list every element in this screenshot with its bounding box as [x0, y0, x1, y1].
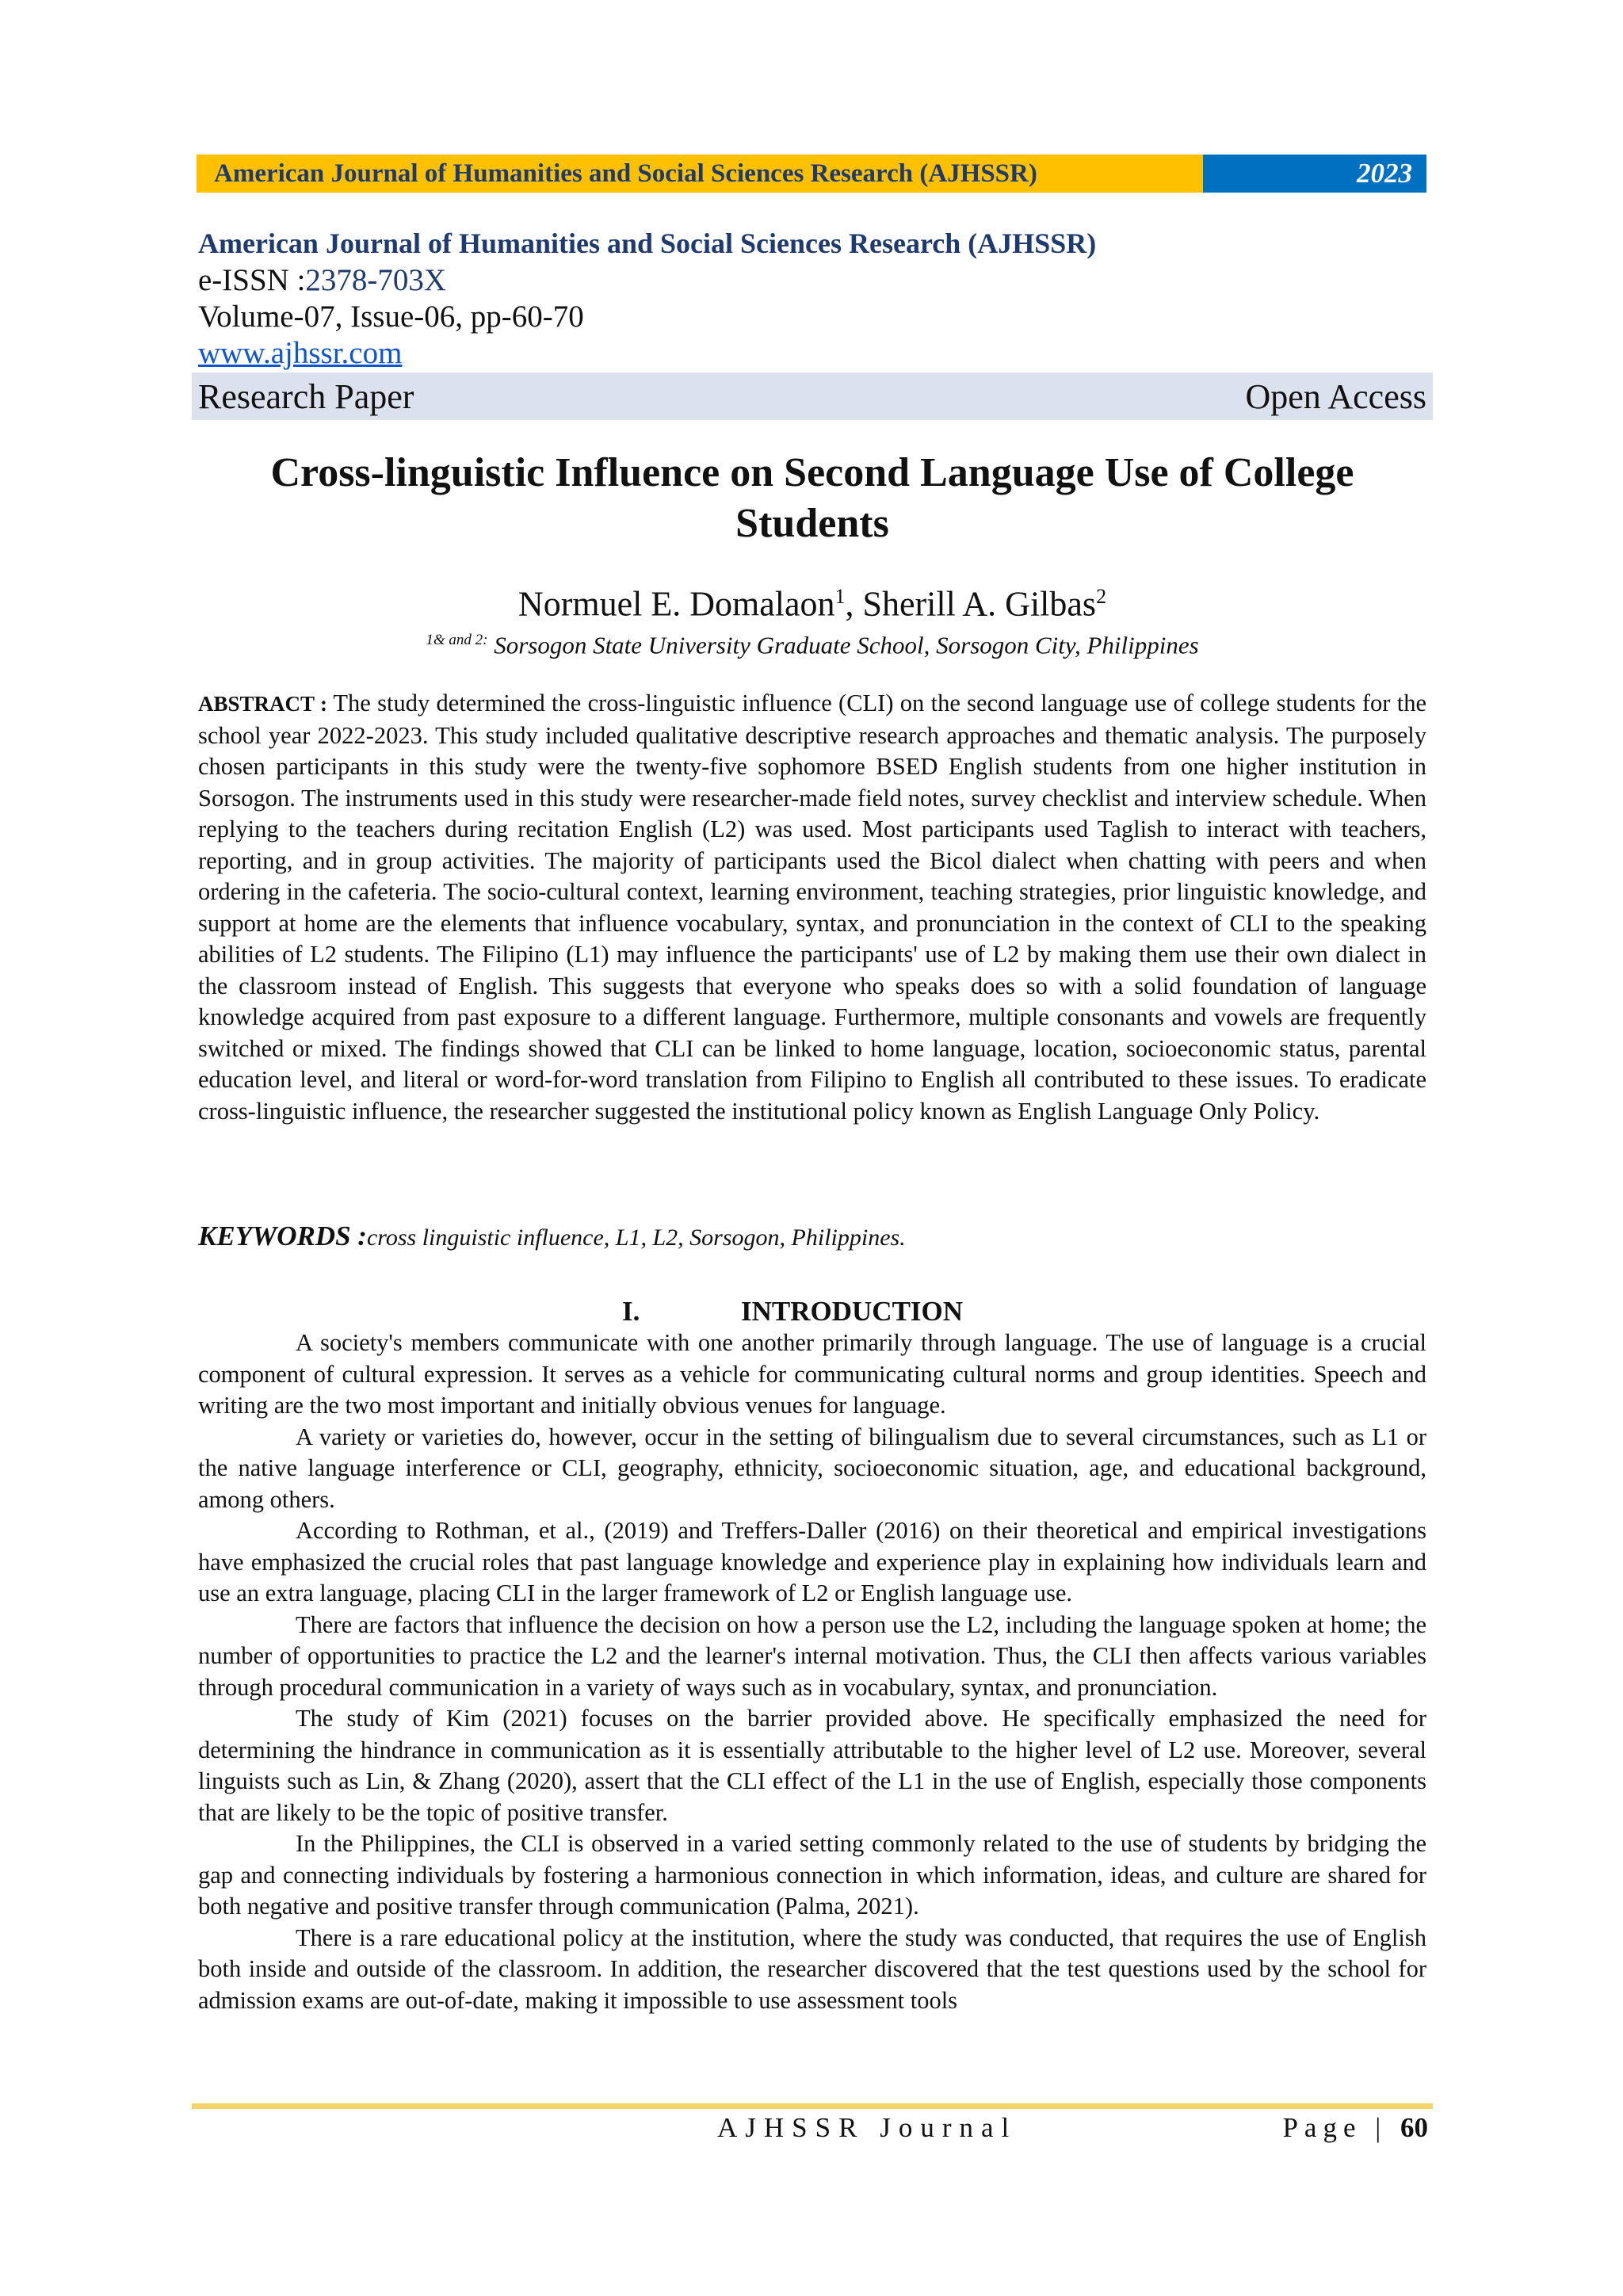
- paper-type-bar: [192, 372, 1433, 420]
- author-separator: ,: [845, 584, 863, 624]
- volume-line: Volume-07, Issue-06, pp-60-70: [198, 300, 584, 334]
- masthead-journal-name: American Journal of Humanities and Social Sciences Research (AJHSSR): [198, 227, 1097, 259]
- paragraph: In the Philippines, the CLI is observed in a varied setting commonly related to the use of students by bridging the gap and connecting individuals by fostering a harmonious connection in which information, ideas, and culture are shared for both negative and positive transfer through communication (Palma, 2021).: [198, 1830, 1426, 1920]
- paragraph: There are factors that influence the decision on how a person use the L2, including the language spoken at home; the number of opportunities to practice the L2 and the learner's internal motivation. Thus, the CLI then affects various variables through procedural communication in a variety of ways such as in vocabulary, syntax, and pronunciation.: [198, 1610, 1426, 1701]
- affiliation-mark: 1& and 2:: [426, 632, 488, 648]
- abstract: [198, 688, 1426, 1127]
- issn-value: 2378-703X: [305, 263, 447, 297]
- masthead: [198, 224, 1434, 372]
- paragraph: The study of Kim (2021) focuses on the barrier provided above. He specifically emphasized the need for determining the hindrance in communication as it is essentially attributable to the higher level of L2 use. Moreover, several linguists such as Lin, & Zhang (2020), assert that the CLI effect of the L1 in the use of English, especially those components that are likely to be the topic of positive transfer.: [198, 1705, 1426, 1826]
- author-1: Normuel E. Domalaon: [517, 584, 835, 624]
- footer-divider: [192, 2103, 1433, 2109]
- banner-journal-title: American Journal of Humanities and Social Sciences Research (AJHSSR): [197, 155, 1203, 193]
- website-link[interactable]: www.ajhssr.com: [198, 336, 403, 370]
- keywords-label: KEYWORDS :: [198, 1221, 367, 1251]
- paragraph: A society's members communicate with one another primarily through language. The use of language is a crucial component of cultural expression. It serves as a vehicle for communicating cultural norms and group identities. Speech and writing are the two most important and initially obvious venues for language.: [198, 1329, 1426, 1419]
- footer-page-number: [1282, 2112, 1428, 2144]
- abstract-text: The study determined the cross-linguistic influence (CLI) on the second language use of college students for the school year 2022-2023. This study included qualitative descriptive research approaches and thematic analysis. The purposely chosen participants in this study were the twenty-five sophomore BSED English students from one higher institution in Sorsogon. The instruments used in this study were researcher-made field notes, survey checklist and interview schedule. When replying to the teachers during recitation English (L2) was used. Most participants used Taglish to interact with teachers, reporting, and in group activities. The majority of participants used the Bicol dialect when chatting with peers and when ordering in the cafeteria. The socio-cultural context, learning environment, teaching strategies, prior linguistic knowledge, and support at home are the elements that influence vocabulary, syntax, and pronunciation in the context of CLI to the speaking abilities of L2 students. The Filipino (L1) may influence the participants' use of L2 by making them use their own dialect in the classroom instead of English. This suggests that everyone who speaks does so with a solid foundation of language knowledge acquired from past exposure to a different language. Furthermore, multiple consonants and vowels are frequently switched or mixed. The findings showed that CLI can be linked to home language, location, socioeconomic status, parental education level, and literal or word-for-word translation from Filipino to English all contributed to these issues. To eradicate cross-linguistic influence, the researcher suggested the institutional policy known as English Language Only Policy.: [198, 690, 1426, 1125]
- author-line: [198, 575, 1426, 627]
- page-number: 60: [1400, 2112, 1428, 2143]
- paper-title: Cross-linguistic Influence on Second Language Use of College Students: [270, 450, 1354, 546]
- author-1-affiliation-mark: 1: [834, 585, 846, 608]
- affiliation-line: [198, 625, 1426, 661]
- keywords: [198, 1221, 1426, 1254]
- issn-label: e-ISSN :: [198, 263, 306, 297]
- paragraph: According to Rothman, et al., (2019) and Treffers-Daller (2016) on their theoretical and empirical investigations have emphasized the crucial roles that past language knowledge and experience play in explaining how individuals learn and use an extra language, placing CLI in the larger framework of L2 or English language use.: [198, 1517, 1426, 1606]
- affiliation-text: Sorsogon State University Graduate School, Sorsogon City, Philippines: [487, 631, 1199, 659]
- paragraph: A variety or varieties do, however, occur in the setting of bilingualism due to several circumstances, such as L1 or the native language interference or CLI, geography, ethnicity, socioeconomic situation, age, and educational background, among others.: [198, 1423, 1426, 1513]
- footer-journal-name: AJHSSR Journal: [717, 2112, 1018, 2143]
- access-type: Open Access: [1245, 376, 1426, 416]
- section-number: I.: [622, 1296, 640, 1327]
- issn-line: [198, 262, 1434, 299]
- abstract-label: ABSTRACT :: [198, 692, 334, 716]
- paragraph: There is a rare educational policy at the institution, where the study was conducted, that requires the use of English both inside and outside of the classroom. In addition, the researcher discovered that the test questions used by the school for admission exams are out-of-date, making it impossible to use assessment tools: [198, 1924, 1426, 2014]
- introduction-body: [198, 1328, 1426, 2016]
- journal-banner: [197, 155, 1426, 193]
- page-label: Page |: [1282, 2112, 1400, 2143]
- section-title: INTRODUCTION: [741, 1296, 964, 1327]
- keywords-text: cross linguistic influence, L1, L2, Sorsogon, Philippines.: [366, 1224, 906, 1251]
- banner-year: 2023: [1203, 155, 1426, 193]
- paper-type: Research Paper: [198, 376, 414, 416]
- author-2: Sherill A. Gilbas: [862, 584, 1097, 624]
- author-2-affiliation-mark: 2: [1096, 585, 1107, 608]
